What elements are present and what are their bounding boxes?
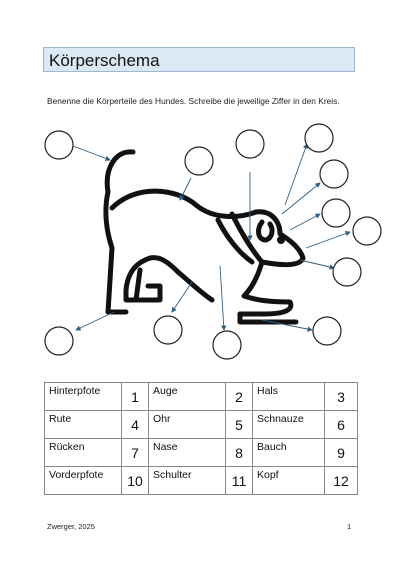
answer-circle[interactable] xyxy=(185,147,213,175)
part-label: Schnauze xyxy=(253,411,325,439)
part-number: 1 xyxy=(122,383,149,411)
answer-circle[interactable] xyxy=(320,160,348,188)
part-label: Auge xyxy=(149,383,226,411)
part-label: Schulter xyxy=(149,467,226,495)
answer-circle[interactable] xyxy=(45,327,73,355)
page-title: Körperschema xyxy=(43,47,355,72)
part-label: Rücken xyxy=(45,439,122,467)
part-number: 12 xyxy=(325,467,358,495)
part-label: Ohr xyxy=(149,411,226,439)
part-number: 7 xyxy=(122,439,149,467)
part-label: Nase xyxy=(149,439,226,467)
part-label: Vorderpfote xyxy=(45,467,122,495)
part-label: Kopf xyxy=(253,467,325,495)
table-row xyxy=(45,439,358,467)
page-number: 1 xyxy=(347,522,352,531)
answer-circle[interactable] xyxy=(353,217,381,245)
parts-table xyxy=(44,382,358,495)
answer-circles[interactable] xyxy=(45,124,381,359)
part-number: 9 xyxy=(325,439,358,467)
table-row xyxy=(45,411,358,439)
dog-outline xyxy=(106,152,303,322)
answer-circle[interactable] xyxy=(213,331,241,359)
answer-circle[interactable] xyxy=(313,317,341,345)
part-number: 5 xyxy=(226,411,253,439)
part-label: Rute xyxy=(45,411,122,439)
table-row xyxy=(45,467,358,495)
instruction-text: Benenne die Körperteile des Hundes. Schreibe die jeweilige Ziffer in den Kreis. xyxy=(47,96,340,106)
answer-circle[interactable] xyxy=(333,258,361,286)
part-number: 6 xyxy=(325,411,358,439)
answer-circle[interactable] xyxy=(154,316,182,344)
dog-eye xyxy=(277,236,285,244)
part-label: Hinterpfote xyxy=(45,383,122,411)
part-number: 8 xyxy=(226,439,253,467)
answer-circle[interactable] xyxy=(305,124,333,152)
part-number: 11 xyxy=(226,467,253,495)
answer-circle[interactable] xyxy=(322,199,350,227)
part-number: 3 xyxy=(325,383,358,411)
table-row xyxy=(45,383,358,411)
footer-author: Zwerger, 2025 xyxy=(47,522,95,531)
part-number: 10 xyxy=(122,467,149,495)
answer-circle[interactable] xyxy=(45,131,73,159)
part-number: 2 xyxy=(226,383,253,411)
part-number: 4 xyxy=(122,411,149,439)
answer-circle[interactable] xyxy=(236,130,264,158)
part-label: Hals xyxy=(253,383,325,411)
part-label: Bauch xyxy=(253,439,325,467)
